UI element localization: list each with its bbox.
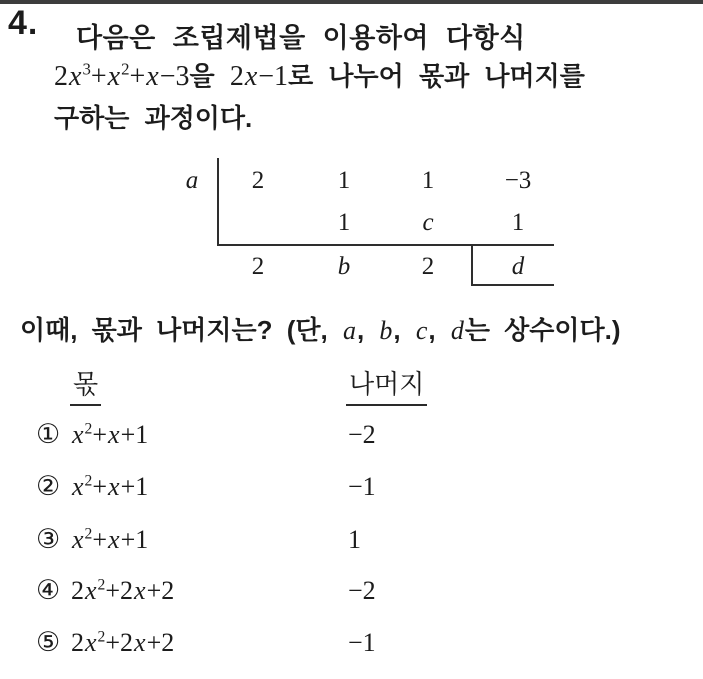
answer-option-2 xyxy=(0,469,703,505)
table-cell-r2c4: 1 xyxy=(511,209,525,236)
table-cell-r3c3: 2 xyxy=(421,253,435,280)
table-cell-r2c3: c xyxy=(422,209,434,236)
divisor-constant: a xyxy=(185,167,199,194)
table-cell-r1c1: 2 xyxy=(251,167,265,194)
problem-number: 4. xyxy=(8,4,39,42)
option-quotient: $x^2+x+1$ xyxy=(72,472,149,501)
question-text: 이때, 몫과 나머지는? (단, a, b, c, d는 상수이다.) xyxy=(20,315,621,345)
synthetic-division-table xyxy=(170,158,570,292)
option-remainder: 1 xyxy=(348,525,361,554)
table-cell-r1c2: 1 xyxy=(337,167,351,194)
remainder-box-left-line xyxy=(471,244,473,286)
option-quotient: $x^2+x+1$ xyxy=(72,525,149,554)
intro-line-3: 구하는 과정이다. xyxy=(54,103,253,133)
remainder-box-bottom-line xyxy=(471,284,554,286)
table-cell-r3c1: 2 xyxy=(251,253,265,280)
table-cell-r2c2: 1 xyxy=(337,209,351,236)
division-vertical-line xyxy=(217,158,219,246)
division-horizontal-line xyxy=(217,244,554,246)
answer-option-3 xyxy=(0,522,703,558)
option-number: ② xyxy=(36,471,61,502)
option-remainder: −1 xyxy=(348,472,376,501)
answer-option-4 xyxy=(0,573,703,609)
option-number: ③ xyxy=(36,524,61,555)
intro-line-2: $2x^3+x^2+x-3$을 2x−1로 나누어 몫과 나머지를 xyxy=(54,59,585,92)
option-quotient: $x^2+x+1$ xyxy=(72,420,149,449)
table-cell-r1c4: −3 xyxy=(504,167,532,194)
table-cell-r3c4: d xyxy=(511,253,525,280)
option-remainder: −1 xyxy=(348,628,376,657)
answer-option-1 xyxy=(0,417,703,453)
option-remainder: −2 xyxy=(348,420,376,449)
option-number: ④ xyxy=(36,575,61,606)
option-number: ⑤ xyxy=(36,627,61,658)
remainder-column-header: 나머지 xyxy=(346,364,427,406)
intro-line-1: 다음은 조립제법을 이용하여 다항식 xyxy=(76,23,526,53)
option-quotient: $2x^2+2x+2$ xyxy=(71,628,175,657)
answer-option-5 xyxy=(0,625,703,661)
table-cell-r1c3: 1 xyxy=(421,167,435,194)
option-remainder: −2 xyxy=(348,576,376,605)
option-number: ① xyxy=(36,419,61,450)
table-cell-r3c2: b xyxy=(337,253,351,280)
page-top-edge xyxy=(0,0,703,4)
option-quotient: $2x^2+2x+2$ xyxy=(71,576,175,605)
quotient-column-header: 몫 xyxy=(70,364,101,406)
